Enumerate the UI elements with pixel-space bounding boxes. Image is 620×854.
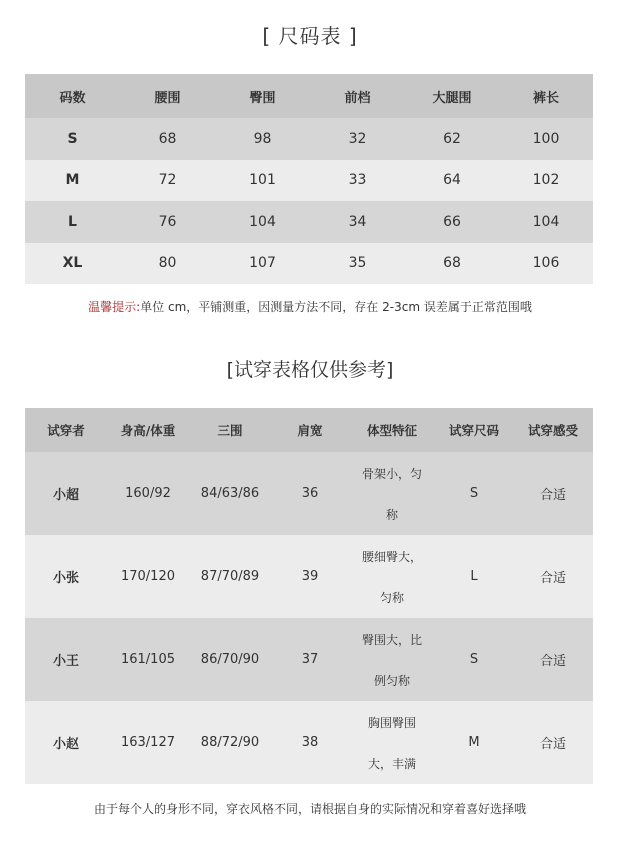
table-cell: 98	[215, 118, 310, 160]
size-label: S	[25, 118, 120, 160]
table-cell: 80	[120, 243, 215, 285]
table-cell: 107	[215, 243, 310, 285]
trial-chart-title: [试穿表格仅供参考]	[226, 359, 394, 381]
header-trial-feel: 试穿感受	[513, 408, 593, 452]
table-cell: 合适	[513, 452, 593, 535]
trial-table-header	[25, 408, 593, 452]
header-body-type: 体型特征	[349, 408, 435, 452]
table-row	[25, 201, 593, 243]
body-type-cell	[349, 618, 435, 701]
table-cell: 100	[499, 118, 593, 160]
tester-name: 小赵	[25, 701, 107, 784]
table-cell: 163/127	[107, 701, 189, 784]
body-type-cell	[349, 535, 435, 618]
header-length: 裤长	[499, 74, 593, 118]
header-measurements: 三围	[189, 408, 271, 452]
table-cell: 84/63/86	[189, 452, 271, 535]
tester-name: 小王	[25, 618, 107, 701]
body-type-line: 称	[385, 507, 398, 522]
size-label: L	[25, 201, 120, 243]
table-cell: S	[435, 618, 513, 701]
tester-name: 小张	[25, 535, 107, 618]
table-cell: 87/70/89	[189, 535, 271, 618]
trial-table	[25, 408, 593, 784]
table-cell: 39	[271, 535, 349, 618]
table-cell: S	[435, 452, 513, 535]
body-type-line: 臀围大，比	[361, 632, 422, 647]
body-type-line: 骨架小，匀	[361, 466, 422, 481]
body-type-line: 匀称	[379, 590, 404, 605]
table-cell: 68	[405, 243, 499, 285]
table-cell: 合适	[513, 535, 593, 618]
table-cell: 合适	[513, 701, 593, 784]
table-cell: 68	[120, 118, 215, 160]
table-cell: 101	[215, 160, 310, 202]
table-cell: 86/70/90	[189, 618, 271, 701]
table-cell: 88/72/90	[189, 701, 271, 784]
table-row	[25, 618, 593, 701]
table-cell: 106	[499, 243, 593, 285]
table-cell: 64	[405, 160, 499, 202]
table-row	[25, 701, 593, 784]
table-cell: L	[435, 535, 513, 618]
size-table-header	[25, 74, 593, 118]
header-waist: 腰围	[120, 74, 215, 118]
table-cell: 72	[120, 160, 215, 202]
size-label: M	[25, 160, 120, 202]
table-row	[25, 452, 593, 535]
table-cell: 34	[310, 201, 405, 243]
table-cell: 合适	[513, 618, 593, 701]
measurement-note	[0, 298, 620, 315]
table-cell: 35	[310, 243, 405, 285]
table-cell: 37	[271, 618, 349, 701]
header-thigh: 大腿围	[405, 74, 499, 118]
body-type-line: 腰细臀大，	[361, 549, 422, 564]
header-shoulder: 肩宽	[271, 408, 349, 452]
table-cell: 161/105	[107, 618, 189, 701]
body-type-cell	[349, 701, 435, 784]
table-cell: 104	[215, 201, 310, 243]
body-type-line: 胸围臀围	[367, 715, 416, 730]
body-type-cell	[349, 452, 435, 535]
size-label: XL	[25, 243, 120, 285]
table-cell: 62	[405, 118, 499, 160]
tester-name: 小超	[25, 452, 107, 535]
size-table	[25, 74, 593, 284]
table-row	[25, 118, 593, 160]
header-trial-size: 试穿尺码	[435, 408, 513, 452]
header-height-weight: 身高/体重	[107, 408, 189, 452]
table-cell: 102	[499, 160, 593, 202]
table-cell: 76	[120, 201, 215, 243]
footer-note: 由于每个人的身形不同，穿衣风格不同，请根据自身的实际情况和穿着喜好选择哦	[93, 802, 526, 816]
table-row	[25, 243, 593, 285]
note-text: 单位 cm，平铺测重，因测量方法不同，存在 2-3cm 误差属于正常范围哦	[140, 300, 532, 314]
header-tester: 试穿者	[25, 408, 107, 452]
table-cell: 66	[405, 201, 499, 243]
header-front-rise: 前档	[310, 74, 405, 118]
body-type-line: 例匀称	[373, 673, 410, 688]
table-cell: M	[435, 701, 513, 784]
table-cell: 32	[310, 118, 405, 160]
table-row	[25, 535, 593, 618]
table-cell: 160/92	[107, 452, 189, 535]
table-cell: 104	[499, 201, 593, 243]
body-type-line: 大，丰满	[367, 756, 416, 771]
header-size: 码数	[25, 74, 120, 118]
note-highlight: 温馨提示:	[88, 300, 141, 314]
table-cell: 33	[310, 160, 405, 202]
table-cell: 170/120	[107, 535, 189, 618]
table-row	[25, 160, 593, 202]
table-cell: 36	[271, 452, 349, 535]
header-hip: 臀围	[215, 74, 310, 118]
size-chart-title: [ 尺码表 ]	[262, 24, 358, 48]
table-cell: 38	[271, 701, 349, 784]
